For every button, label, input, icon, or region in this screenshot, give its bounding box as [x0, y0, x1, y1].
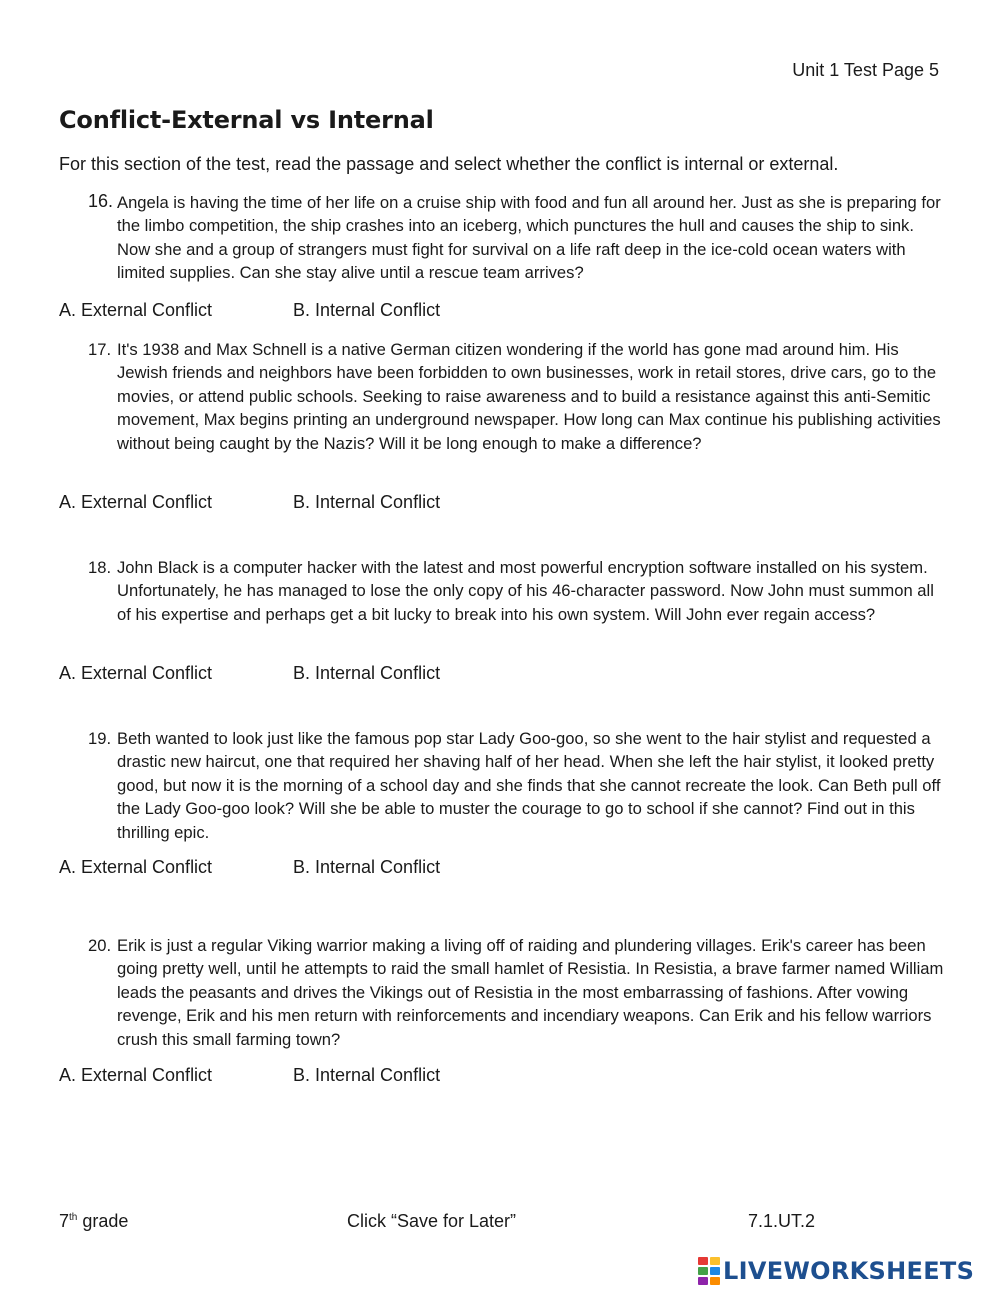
question-19: [88, 727, 948, 844]
answer-options-18: [59, 663, 559, 687]
option-external-conflict[interactable]: A. External Conflict: [59, 300, 213, 320]
question-20: [88, 934, 948, 1051]
option-internal-conflict[interactable]: B. Internal Conflict: [293, 1065, 441, 1085]
answer-options-19: [59, 857, 559, 881]
question-text: Erik is just a regular Viking warrior making a living off of raiding and plundering villages. Erik's career has been going pretty well, until he attempts to raid the small hamlet of Resistia. In Resistia, a brave farmer named William leads the peasants and drives the Vikings out of Resistia in the most embarrassing of fashions. After vowing revenge, Erik and his men return with reinforcements and incendiary weapons. Can Erik and his fellow warriors crush this small farming town?: [117, 936, 944, 1049]
question-text: It's 1938 and Max Schnell is a native German citizen wondering if the world has gone mad around him. His Jewish friends and neighbors have been forbidden to own businesses, work in retail stores, drive cars, go to the movies, or attend public schools. Seeking to raise awareness and to build a resistance against this anti-Semitic movement, Max begins printing an underground newspaper. How long can Max continue his publishing activities without being caught by the Nazis? Will it be long enough to make a difference?: [117, 340, 941, 453]
question-number: 20.: [88, 936, 112, 955]
question-16: [88, 191, 948, 285]
logo-blocks-icon: [698, 1257, 720, 1285]
section-instructions: For this section of the test, read the passage and select whether the conflict is internal or external.: [59, 154, 839, 174]
question-17: [88, 338, 948, 455]
standard-code: 7.1.UT.2: [748, 1211, 816, 1231]
question-text: John Black is a computer hacker with the latest and most powerful encryption software installed on his system. Unfortunately, he has managed to lose the only copy of his 46-character password. Now John must summon all of his expertise and perhaps get a bit lucky to break into his own system. Will John ever regain access?: [117, 558, 934, 624]
option-internal-conflict[interactable]: B. Internal Conflict: [293, 492, 441, 512]
question-text: Angela is having the time of her life on a cruise ship with food and fun all around her. Just as she is preparing for the limbo competition, the ship crashes into an iceberg, which punctures the hull and causes the ship to sink. Now she and a group of strangers must fight for survival on a life raft deep in the ice-cold ocean waters with limited supplies. Can she stay alive until a rescue team arrives?: [117, 193, 941, 283]
save-for-later-note: Click “Save for Later”: [347, 1211, 517, 1231]
answer-options-20: [59, 1065, 559, 1089]
option-internal-conflict[interactable]: B. Internal Conflict: [293, 300, 441, 320]
logo-text: LIVEWORKSHEETS: [723, 1257, 975, 1285]
page-number-label: Unit 1 Test Page 5: [792, 60, 939, 80]
option-external-conflict[interactable]: A. External Conflict: [59, 492, 213, 512]
liveworksheets-logo: [698, 1256, 974, 1286]
question-18: [88, 556, 948, 626]
option-internal-conflict[interactable]: B. Internal Conflict: [293, 663, 441, 683]
option-internal-conflict[interactable]: B. Internal Conflict: [293, 857, 441, 877]
grade-label: 7th grade: [59, 1211, 129, 1231]
option-external-conflict[interactable]: A. External Conflict: [59, 857, 213, 877]
option-external-conflict[interactable]: A. External Conflict: [59, 1065, 213, 1085]
question-text: Beth wanted to look just like the famous pop star Lady Goo-goo, so she went to the hair stylist and requested a drastic new haircut, one that required her shaving half of her head. When she left the hair stylist, it looked pretty good, but now it is the morning of a school day and she finds that she cannot recreate the look. Can Beth pull off the Lady Goo-goo look? Will she be able to muster the courage to go to school if she cannot? Find out in this thrilling epic.: [117, 729, 941, 842]
answer-options-17: [59, 492, 559, 516]
question-number: 16.: [88, 191, 114, 211]
section-title: Conflict-External vs Internal: [59, 106, 434, 134]
question-number: 17.: [88, 340, 112, 359]
question-number: 18.: [88, 558, 112, 577]
answer-options-16: [59, 300, 559, 324]
question-number: 19.: [88, 729, 112, 748]
option-external-conflict[interactable]: A. External Conflict: [59, 663, 213, 683]
